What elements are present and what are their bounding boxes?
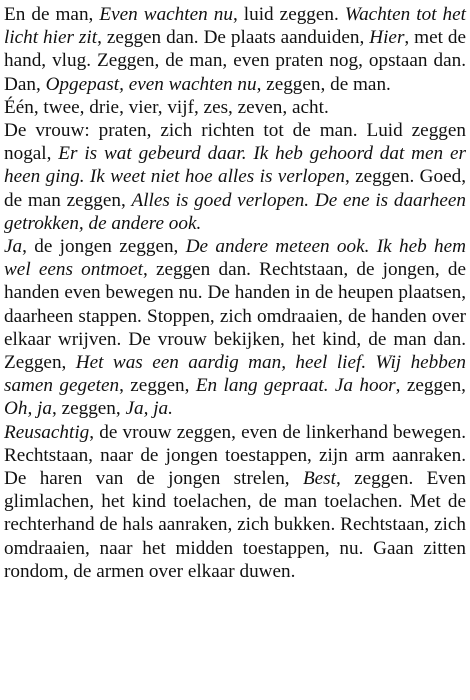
text-segment: Één, twee, drie, vier, vijf, zes, zeven, acht. [4,96,329,118]
italic-text-segment: Wachten tot het licht hier zit [4,4,467,49]
italic-text-segment: Opgepast, even wachten nu [45,73,257,95]
paragraph-boy-speaks [4,235,466,421]
paragraph-counting [4,96,466,119]
text-segment: De vrouw: praten, zich richten tot de man. Luid zeggen nogal, [4,120,466,165]
italic-text-segment: Reusachtig [4,421,90,443]
italic-text-segment: Er is wat gebeurd daar. Ik heb gehoord dat men er heen ging. Ik weet niet hoe alles is verlopen [4,143,466,188]
text-segment: , de vrouw zeggen, even de linkerhand bewegen. Rechtstaan, naar de jongen toestappen, zijn arm aanraken. De haren van de jongen strelen, [4,421,466,490]
italic-text-segment: Ja, ja. [125,398,173,420]
italic-text-segment: Best [302,468,336,490]
text-segment: , met de hand, vlug. Zeggen, de man, even praten nog, opstaan dan. Dan, [4,27,467,95]
paragraph-opening [4,3,466,96]
text-segment: , zeggen dan. Rechtstaan, de jongen, de handen even bewegen nu. De handen in de heupen plaatsen, daarheen stappen. Stoppen, zich omdraaien, de handen over elkaar wrijven. De vrouw bekijken, het kind, de man dan. Zeggen, [4,259,466,374]
document-body [4,3,466,583]
paragraph-reusachtig [4,421,466,583]
italic-text-segment: Oh, ja [4,398,52,420]
text-segment: , de jongen zeggen, [22,236,186,258]
text-segment: , zeggen. Even glimlachen, het kind toelachen, de man toelachen. Met de rechterhand de hals aanraken, zich bukken. Rechtstaan, zich omdraaien, naar het midden toestappen, nu. Gaan zitten rondom, de armen over elkaar duwen. [4,468,466,582]
text-segment: , luid zeggen. [232,4,345,25]
text-segment: En de man, [4,4,100,25]
text-segment: , zeggen, [51,398,126,420]
text-segment: , zeggen, [119,375,196,397]
italic-text-segment: Even wachten nu [99,4,233,25]
italic-text-segment: Het was een aardig man, heel lief. Wij hebben samen gegeten [4,352,466,397]
italic-text-segment: Ja [4,236,23,258]
italic-text-segment: Hier [369,27,405,49]
text-segment: , zeggen, [395,375,466,397]
paragraph-woman-speaks [4,119,466,235]
text-segment: , zeggen dan. De plaats aanduiden, [97,27,370,49]
text-segment: , zeggen, de man. [256,73,391,95]
italic-text-segment: En lang gepraat. Ja hoor [195,375,396,397]
italic-text-segment: Alles is goed verlopen. De ene is daarheen getrokken, de andere ook. [4,189,466,234]
italic-text-segment: De andere meteen ook. Ik heb hem wel eens ontmoet [4,236,466,281]
text-segment: , zeggen. Goed, de man zeggen, [4,166,466,211]
